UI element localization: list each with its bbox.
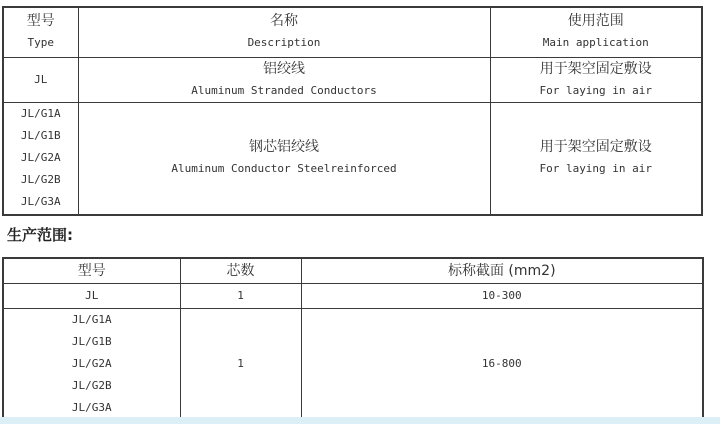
footer-strip — [0, 417, 720, 424]
section-heading: 生产范围: — [7, 226, 73, 244]
type-code: JL/G1A — [71, 312, 112, 326]
type-code: JL/G2B — [20, 173, 61, 187]
cell-application-jl — [490, 57, 702, 102]
header-type-en: Type — [27, 36, 54, 50]
table1-row-jl — [3, 57, 702, 102]
cores-value: 1 — [237, 356, 244, 370]
cell-cores-jlg — [180, 308, 301, 420]
table2-row-jl — [3, 283, 703, 308]
table1-header-row — [3, 7, 702, 57]
table1-header-application — [490, 7, 702, 57]
cores-value: 1 — [237, 288, 244, 302]
name-zh: 铝绞线 — [263, 60, 305, 77]
cell-application-jlg — [490, 102, 702, 215]
header-application-zh: 使用范围 — [567, 13, 624, 30]
application-zh: 用于架空固定敷设 — [539, 60, 652, 77]
type-code: JL — [34, 72, 48, 86]
table2-header-cores — [180, 258, 301, 283]
header-type-zh: 型号 — [77, 262, 106, 279]
type-code: JL/G1A — [20, 107, 61, 121]
type-code: JL/G1B — [71, 334, 112, 348]
name-en: Aluminum Conductor Steelreinforced — [171, 162, 397, 176]
name-zh: 钢芯铝绞线 — [249, 139, 319, 156]
header-type-zh: 型号 — [26, 13, 55, 30]
cell-section-jl — [301, 283, 703, 308]
type-code: JL/G2B — [71, 378, 112, 392]
table2-header-section — [301, 258, 703, 283]
application-en: For laying in air — [539, 83, 653, 97]
type-code: JL/G2A — [71, 356, 112, 370]
table1-row-jlg — [3, 102, 702, 215]
section-value: 16-800 — [481, 356, 522, 370]
header-description-zh: 名称 — [270, 13, 298, 30]
conductor-types-table — [2, 6, 703, 216]
header-application-en: Main application — [542, 36, 649, 50]
application-en: For laying in air — [539, 162, 653, 176]
cell-name-aluminum-stranded — [78, 57, 490, 102]
cell-name-acsr — [78, 102, 490, 215]
table2-row-jlg — [3, 308, 703, 420]
section-value: 10-300 — [481, 288, 522, 302]
cell-type-jl — [3, 57, 78, 102]
type-code: JL/G1B — [20, 129, 61, 143]
type-code: JL/G3A — [71, 400, 112, 414]
table2-header-type — [3, 258, 180, 283]
table2-header-row — [3, 258, 703, 283]
type-code: JL/G2A — [20, 151, 61, 165]
header-cores-zh: 芯数 — [226, 262, 255, 279]
type-code: JL — [85, 288, 99, 302]
header-section-zh: 标称截面 (mm2) — [447, 262, 556, 279]
cell-type-jlg-list — [3, 308, 180, 420]
cell-cores-jl — [180, 283, 301, 308]
header-description-en: Description — [247, 36, 321, 50]
cell-section-jlg — [301, 308, 703, 420]
type-code: JL/G3A — [20, 195, 61, 209]
cell-type-jlg-list — [3, 102, 78, 215]
table1-header-type — [3, 7, 78, 57]
name-en: Aluminum Stranded Conductors — [191, 83, 377, 97]
application-zh: 用于架空固定敷设 — [539, 139, 652, 156]
cell-type-jl — [3, 283, 180, 308]
production-range-table — [2, 257, 704, 421]
table1-header-description — [78, 7, 490, 57]
